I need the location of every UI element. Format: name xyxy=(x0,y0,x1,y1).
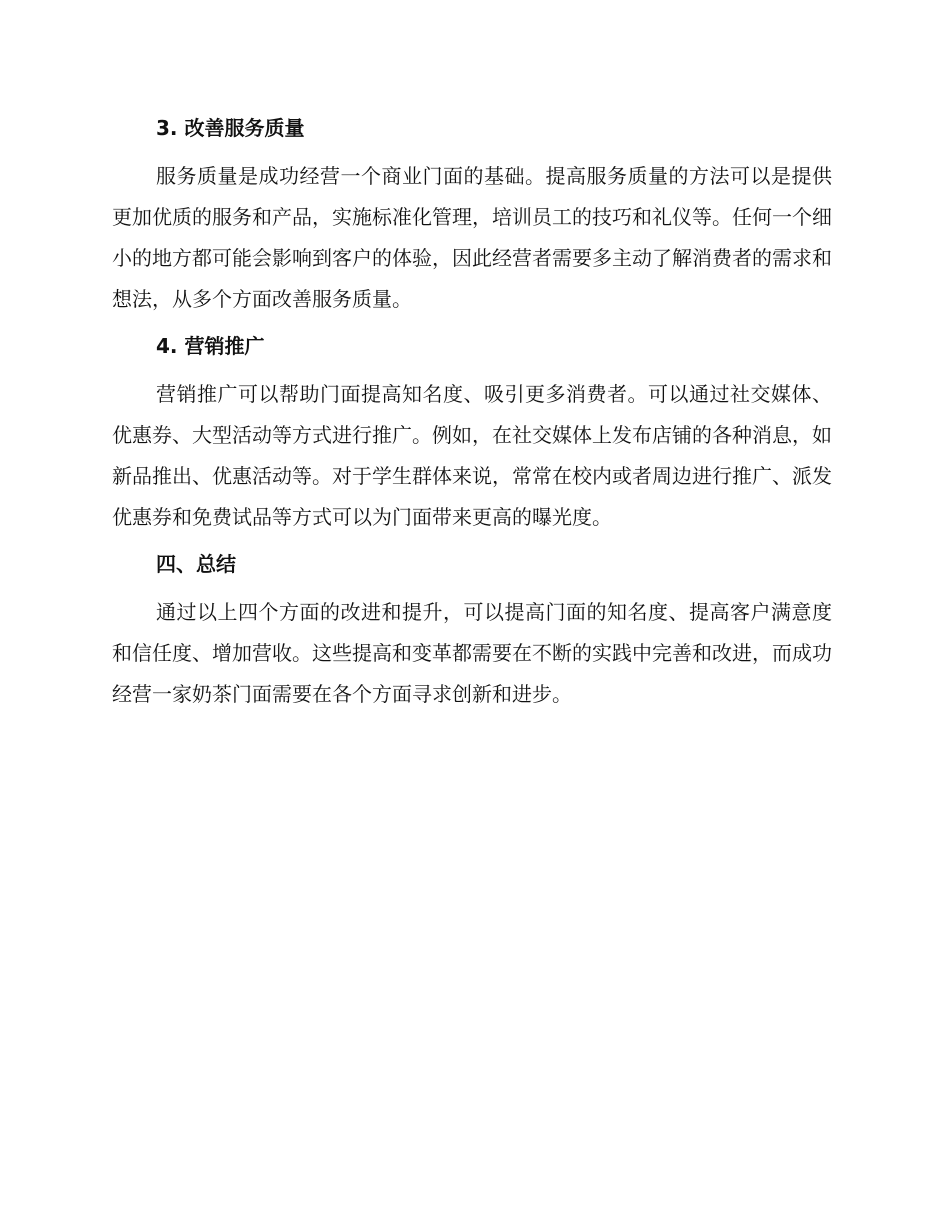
section-heading-service-quality: 3. 改善服务质量 xyxy=(156,116,305,140)
section-heading-marketing: 4. 营销推广 xyxy=(156,334,265,358)
section-paragraph-marketing: 营销推广可以帮助门面提高知名度、吸引更多消费者。可以通过社交媒体、优惠券、大型活动等方式进行推广。例如，在社交媒体上发布店铺的各种消息，如新品推出、优惠活动等。对于学生群体来说，常常在校内或者周边进行推广、派发优惠券和免费试品等方式可以为门面带来更高的曝光度。 xyxy=(112,382,832,529)
section-heading-summary: 四、总结 xyxy=(156,552,236,576)
section-paragraph-service-quality: 服务质量是成功经营一个商业门面的基础。提高服务质量的方法可以是提供更加优质的服务和产品，实施标准化管理，培训员工的技巧和礼仪等。任何一个细小的地方都可能会影响到客户的体验，因此经营者需要多主动了解消费者的需求和想法，从多个方面改善服务质量。 xyxy=(112,164,832,311)
section-paragraph-summary: 通过以上四个方面的改进和提升，可以提高门面的知名度、提高客户满意度和信任度、增加营收。这些提高和变革都需要在不断的实践中完善和改进，而成功经营一家奶茶门面需要在各个方面寻求创新和进步。 xyxy=(112,600,832,706)
document-body xyxy=(112,110,832,715)
